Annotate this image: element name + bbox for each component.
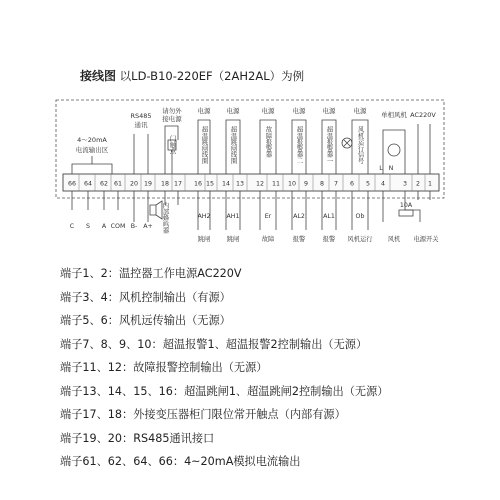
ground-label: S [86, 223, 90, 230]
label-neutral: N [388, 165, 394, 172]
terminal-number: 16 [193, 180, 203, 188]
label-power-d: 电源 [292, 107, 306, 115]
buzzer-icon [150, 201, 162, 219]
bottom-label: 风机 [387, 236, 401, 243]
fan-motor-icon [388, 144, 400, 156]
relay-label: AL1 [323, 213, 335, 220]
label-no-power-1: 请勿外 [162, 107, 182, 115]
label-power-f: 电源 [353, 107, 367, 115]
label-current-2: 电流输出区 [75, 146, 109, 154]
terminal-number: 11 [271, 180, 281, 188]
relay-label: AH1 [226, 213, 240, 220]
bottom-label: 跳闸 [226, 236, 240, 243]
relay-label: AH2 [197, 213, 211, 220]
terminal-number: 6 [349, 180, 355, 188]
current-bracket [72, 156, 112, 174]
terminal-number: 5 [365, 180, 371, 188]
terminal-descriptions [60, 262, 490, 474]
bottom-label: 报警 [292, 236, 306, 243]
label-power-c: 电源 [261, 107, 275, 115]
label-fuse-rating: 10A [399, 202, 413, 209]
description-item: 端子19、20：RS485通讯接口 [60, 431, 215, 445]
fuse-icon [399, 210, 413, 216]
alarm-lamp-icon [344, 140, 350, 146]
ground-label: A [101, 223, 107, 230]
terminal-number: 12 [255, 180, 265, 188]
label-current-1: 4～20mA [77, 136, 107, 144]
label-rs485-2: 通讯 [134, 121, 148, 129]
terminal-number: 7 [333, 180, 339, 188]
label-power-a: 电源 [197, 107, 211, 115]
terminal-number: 9 [303, 180, 309, 188]
label-rs485-1: RS485 [130, 112, 152, 120]
vertical-label: 故障报警器 [264, 126, 272, 158]
relay-label: Ob [355, 213, 365, 220]
title-prefix: 接线图 [80, 69, 117, 83]
terminal-number: 17 [173, 180, 183, 188]
description-item: 端子17、18：外接变压器柜门限位常开触点（内部有源） [60, 408, 346, 421]
terminal-number: 10 [287, 180, 297, 188]
bottom-label: 报警 [322, 236, 336, 243]
relay-label: Er [264, 213, 272, 220]
vertical-label: 风机运行信号 [356, 126, 364, 164]
terminal-number: 8 [319, 180, 325, 188]
terminal-number: 20 [129, 180, 139, 188]
ground-label: B- [130, 223, 138, 230]
vertical-label: 超温跳闸线圈 [229, 126, 237, 164]
description-item: 端子3、4：风机控制输出（有源） [60, 290, 231, 304]
bottom-label: 风机运行 [347, 236, 373, 243]
vertical-label: 超温跳闸线圈 [200, 126, 208, 164]
terminal-number: 61 [113, 180, 123, 188]
label-live: L [379, 165, 383, 172]
terminal-number: 66 [67, 180, 77, 188]
vertical-label: 内部蜂鸣器 [161, 202, 169, 234]
vertical-label: 门触点 [168, 135, 176, 154]
label-power-b: 电源 [226, 107, 240, 115]
description-item: 端子13、14、15、16：超温跳闸1、超温跳闸2控制输出（无源） [60, 384, 389, 398]
description-item: 端子1、2：温控器工作电源AC220V [60, 267, 242, 280]
title-model: 以LD-B10-220EF（2AH2AL）为例 [119, 69, 305, 83]
bottom-label: 电源开关 [413, 236, 439, 243]
ground-label: C [69, 223, 75, 230]
label-fan: 单相风机 [381, 111, 407, 119]
terminal-number: 1 [427, 180, 433, 188]
vertical-label: 超温报警器一 [325, 126, 333, 164]
terminal-number: 18 [160, 180, 170, 188]
rs485-leads [134, 134, 148, 174]
label-power-e: 电源 [322, 107, 336, 115]
label-ac220v: AC220V [410, 111, 436, 119]
terminal-number: 15 [205, 180, 215, 188]
ground-label: A+ [143, 223, 153, 230]
description-item: 端子7、8、9、10：超温报警1、超温报警2控制输出（无源） [60, 337, 368, 351]
vertical-label: 超温报警器二 [295, 126, 303, 164]
terminal-number: 3 [402, 180, 408, 188]
bottom-label: 故障 [261, 236, 275, 243]
description-item: 端子5、6：风机远传输出（无源） [60, 314, 231, 327]
ground-label: COM [110, 223, 126, 230]
terminal-number: 64 [83, 180, 93, 188]
description-item: 端子61、62、64、66：4~20mA模拟电流输出 [60, 455, 301, 468]
terminal-number: 19 [143, 180, 153, 188]
description-item: 端子11、12：故障报警控制输出（无源） [60, 361, 268, 374]
bottom-label: 跳闸 [197, 236, 211, 243]
terminal-number: 13 [235, 180, 245, 188]
label-no-power-2: 接电源 [162, 115, 182, 123]
terminal-number: 14 [221, 180, 231, 188]
terminal-number: 62 [99, 180, 109, 188]
terminal-number: 2 [415, 180, 421, 188]
relay-label: AL2 [293, 213, 305, 220]
terminal-number: 4 [380, 180, 386, 188]
